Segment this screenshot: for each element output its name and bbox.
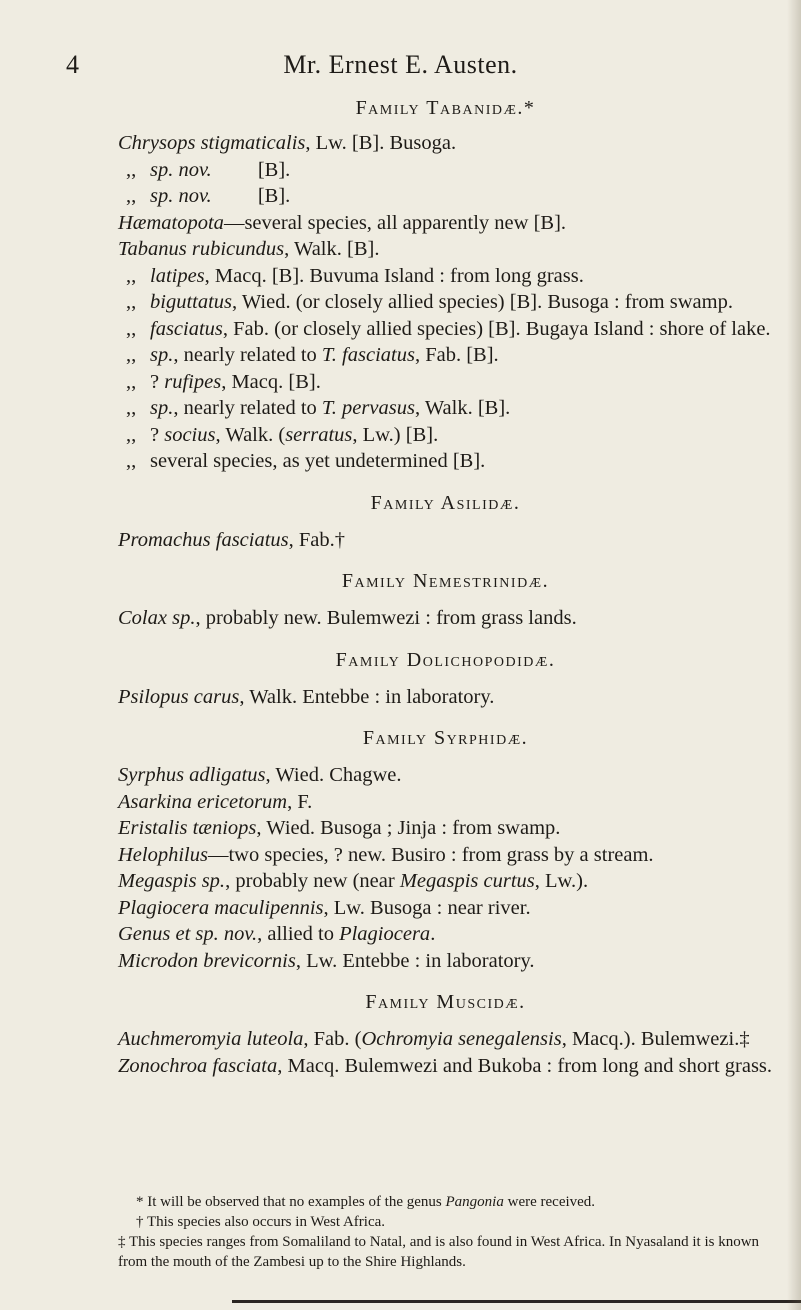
ditto-mark: ,,	[126, 264, 137, 287]
species-entry	[118, 1026, 773, 1053]
species-detail: [B].	[211, 158, 291, 181]
species-detail: , Wied. Chagwe.	[265, 764, 402, 786]
species-detail-end: , Macq.). Bulemwezi.‡	[561, 1028, 750, 1050]
footnote-star: * It will be observed that no examples of the genus Pangonia were received.	[136, 1194, 596, 1210]
species-detail: , nearly related to	[173, 344, 322, 366]
footnote-genus: Pangonia	[445, 1194, 504, 1210]
species-detail: , Wied. Busoga ; Jinja : from swamp.	[256, 817, 561, 839]
family-heading-dolichopodidae: Family Dolichopodidæ.	[335, 648, 556, 671]
species-entry	[118, 815, 773, 842]
family-heading-syrphidae: Family Syrphidæ.	[362, 727, 529, 749]
page-content	[118, 94, 773, 1079]
ditto-mark: ,,	[126, 317, 137, 340]
footnotes	[118, 1192, 778, 1272]
species-entry	[118, 289, 773, 316]
species-entry	[118, 527, 773, 554]
species-detail: , Fab.†	[288, 528, 346, 551]
entries-asilidae	[118, 527, 773, 554]
species-detail: , Lw. [B]. Busoga.	[305, 132, 457, 154]
species-entry	[118, 157, 773, 184]
species-entry	[118, 895, 773, 922]
species-entry	[118, 842, 773, 869]
species-name: Tabanus rubicundus	[118, 238, 285, 260]
related-species-name: T. pervasus	[321, 397, 415, 419]
species-name: sp. nov.	[150, 158, 212, 181]
species-name: Chrysops stigmaticalis	[118, 132, 306, 154]
species-detail: , allied to	[257, 923, 340, 945]
related-species-name: serratus	[285, 423, 353, 446]
species-name: rufipes	[164, 370, 222, 393]
family-heading-nemestrinidae: Family Nemestrinidæ.	[341, 570, 550, 592]
species-detail-end: , Lw.) [B].	[352, 423, 439, 446]
bottom-rule	[232, 1300, 801, 1303]
species-entry	[118, 316, 773, 343]
page-header	[0, 50, 801, 82]
species-name: Plagiocera maculipennis	[118, 896, 324, 919]
species-detail: , probably new. Bulemwezi : from grass lands.	[195, 607, 577, 629]
entries-muscidae	[118, 1026, 773, 1079]
footnote-double-dagger: ‡ This species ranges from Somaliland to Natal, and is also found in West Africa. In Nyasaland it is known from the mouth of the Zambesi up to the Shire Highlands.	[118, 1234, 760, 1270]
query-mark: ?	[150, 423, 165, 446]
species-entry	[118, 684, 773, 711]
family-heading-tabanidae: Family Tabanidæ.*	[355, 97, 536, 119]
species-entry	[118, 605, 773, 632]
species-name: Zonochroa fasciata	[118, 1054, 278, 1077]
entries-dolichopodidae	[118, 684, 773, 711]
page-edge-shadow	[787, 0, 801, 1310]
species-name: Microdon brevicornis	[118, 949, 296, 972]
species-name: Asarkina ericetorum	[118, 790, 288, 813]
ditto-mark: ,,	[126, 291, 137, 313]
species-name: latipes	[150, 264, 205, 287]
species-detail: , Walk. [B].	[284, 238, 380, 260]
species-entry	[118, 183, 773, 210]
species-entry	[118, 342, 773, 369]
species-entry	[118, 948, 773, 975]
species-name: socius	[164, 423, 216, 446]
species-detail: , Macq. Bulemwezi and Bukoba : from long and short grass.	[277, 1054, 773, 1077]
species-entry	[118, 868, 773, 895]
entries-syrphidae	[118, 762, 773, 974]
species-detail-end: , Lw.).	[534, 870, 589, 892]
species-entry	[118, 762, 773, 789]
species-name: sp.	[150, 397, 174, 419]
species-detail: , Lw. Busoga : near river.	[323, 896, 531, 919]
species-detail: several species, as yet undetermined [B].	[150, 450, 486, 472]
species-name: biguttatus	[150, 291, 233, 313]
species-entry	[118, 789, 773, 816]
species-name: sp. nov.	[150, 185, 212, 207]
query-mark: ?	[150, 370, 165, 393]
species-entry	[118, 921, 773, 948]
species-entry	[118, 395, 773, 422]
species-name: Psilopus carus	[118, 685, 240, 708]
species-entry	[118, 263, 773, 290]
species-detail: —several species, all apparently new [B].	[223, 211, 567, 234]
species-name: Genus et sp. nov.	[118, 923, 258, 945]
running-head: Mr. Ernest E. Austen.	[283, 50, 518, 79]
species-detail: , Wied. (or closely allied species) [B]. Busoga : from swamp.	[232, 291, 733, 313]
species-detail: , nearly related to	[173, 397, 322, 419]
species-name: sp.	[150, 344, 174, 366]
species-detail-end: , Walk. [B].	[414, 397, 511, 419]
species-detail: —two species, ? new. Busiro : from grass by a stream.	[207, 843, 654, 866]
species-name: Megaspis sp.	[118, 870, 226, 892]
species-entry	[118, 130, 773, 157]
related-species-name: Ochromyia senegalensis	[361, 1028, 562, 1050]
related-species-name: T. fasciatus	[321, 344, 415, 366]
species-name: Hæmatopota	[118, 211, 224, 234]
species-entry	[118, 422, 773, 449]
species-name: Promachus fasciatus	[118, 528, 289, 551]
family-heading-asilidae: Family Asilidæ.	[370, 491, 521, 514]
ditto-mark: ,,	[126, 370, 137, 393]
species-entry	[118, 236, 773, 263]
species-name: Eristalis tæniops	[118, 817, 257, 839]
ditto-mark: ,,	[126, 450, 137, 472]
species-entry	[118, 448, 773, 475]
species-detail: , Fab. (	[303, 1028, 362, 1050]
species-detail: , Fab. (or closely allied species) [B]. Bugaya Island : shore of lake.	[222, 317, 771, 340]
species-detail: , probably new (near	[225, 870, 400, 892]
family-heading-muscidae: Family Muscidæ.	[365, 991, 526, 1013]
species-detail: , Macq. [B]. Buvuma Island : from long grass.	[204, 264, 584, 287]
species-entry	[118, 1053, 773, 1080]
species-detail-end: , Fab. [B].	[414, 344, 499, 366]
ditto-mark: ,,	[126, 397, 137, 419]
ditto-mark: ,,	[126, 185, 137, 207]
ditto-mark: ,,	[126, 423, 137, 446]
species-name: fasciatus	[150, 317, 223, 340]
species-entry	[118, 369, 773, 396]
species-name: Helophilus	[118, 843, 208, 866]
entries-tabanidae	[118, 130, 773, 475]
footnote-dagger: † This species also occurs in West Africa.	[136, 1214, 386, 1230]
species-detail: , Macq. [B].	[221, 370, 321, 393]
species-detail: [B].	[211, 185, 291, 207]
species-name: Colax sp.	[118, 607, 196, 629]
ditto-mark: ,,	[126, 344, 137, 366]
page-number: 4	[66, 50, 79, 79]
species-detail: , F.	[287, 790, 313, 813]
species-entry	[118, 210, 773, 237]
species-name: Auchmeromyia luteola	[118, 1028, 304, 1050]
ditto-mark: ,,	[126, 158, 137, 181]
species-detail-end: .	[430, 923, 436, 945]
related-species-name: Megaspis curtus	[399, 870, 535, 892]
species-name: Syrphus adligatus	[118, 764, 266, 786]
related-species-name: Plagiocera	[339, 923, 431, 945]
species-detail: , Walk. (	[215, 423, 286, 446]
entries-nemestrinidae	[118, 605, 773, 632]
species-detail: , Lw. Entebbe : in laboratory.	[295, 949, 535, 972]
species-detail: , Walk. Entebbe : in laboratory.	[239, 685, 495, 708]
